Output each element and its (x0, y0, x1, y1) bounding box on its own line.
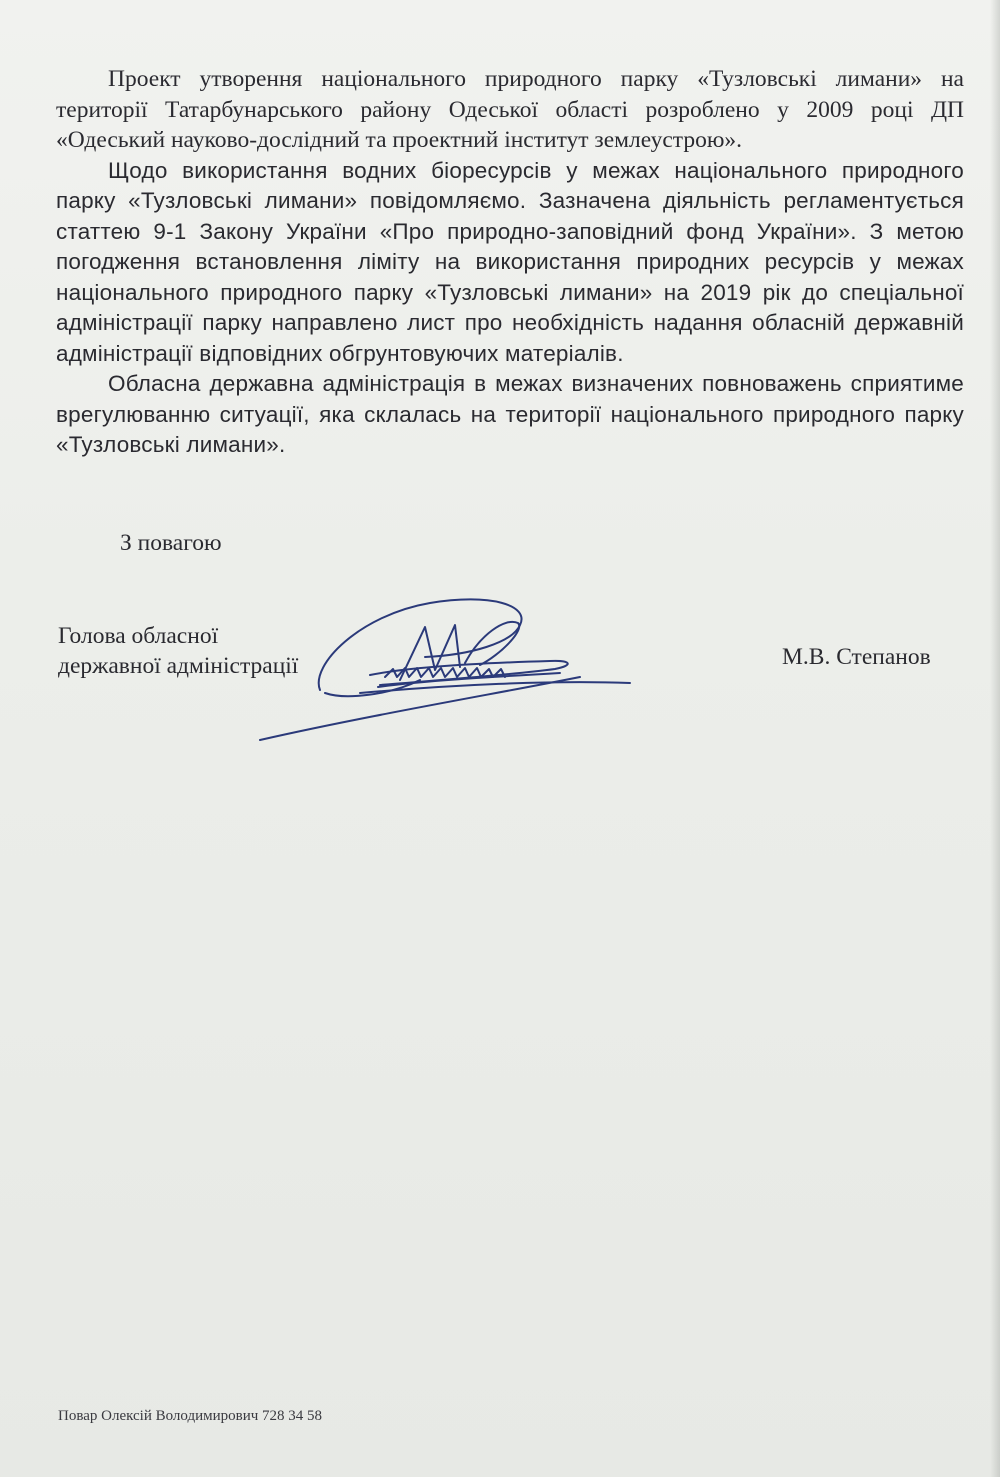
letter-body (56, 64, 964, 461)
paragraph-administration: Обласна державна адміністрація в межах визначених повноважень сприятиме врегулюванню ситуації, яка склалась на території національного природного парку «Тузловські лимани». (56, 371, 964, 457)
signer-title-line-2: державної адміністрації (58, 653, 299, 679)
signer-name: М.В. Степанов (782, 644, 931, 670)
closing-phrase: З повагою (120, 530, 222, 556)
footer-contact: Повар Олексій Володимирович 728 34 58 (58, 1408, 323, 1424)
signature-icon (250, 585, 640, 750)
signer-title-line-1: Голова обласної (58, 623, 219, 649)
paragraph-bioresources: Щодо використання водних біоресурсів у межах національного природного парку «Тузловські лимани» повідомляємо. Зазначена діяльність регламентується статтею 9-1 Закону України «Про природно-заповідний фонд України». З метою погодження встановлення ліміту на використання природних ресурсів у межах національного природного парку «Тузловські лимани» на 2019 рік до спеціальної адміністрації парку направлено лист про необхідність надання обласній державній адміністрації відповідних обгрунтовуючих матеріалів. (56, 157, 964, 366)
paragraph-project: Проект утворення національного природного парку «Тузловські лимани» на території Татарбунарського району Одеської області розроблено у 2009 році ДП «Одеський науково-дослідний та проектний інститут землеустрою». (56, 66, 964, 153)
page-edge-shadow (990, 0, 1000, 1477)
